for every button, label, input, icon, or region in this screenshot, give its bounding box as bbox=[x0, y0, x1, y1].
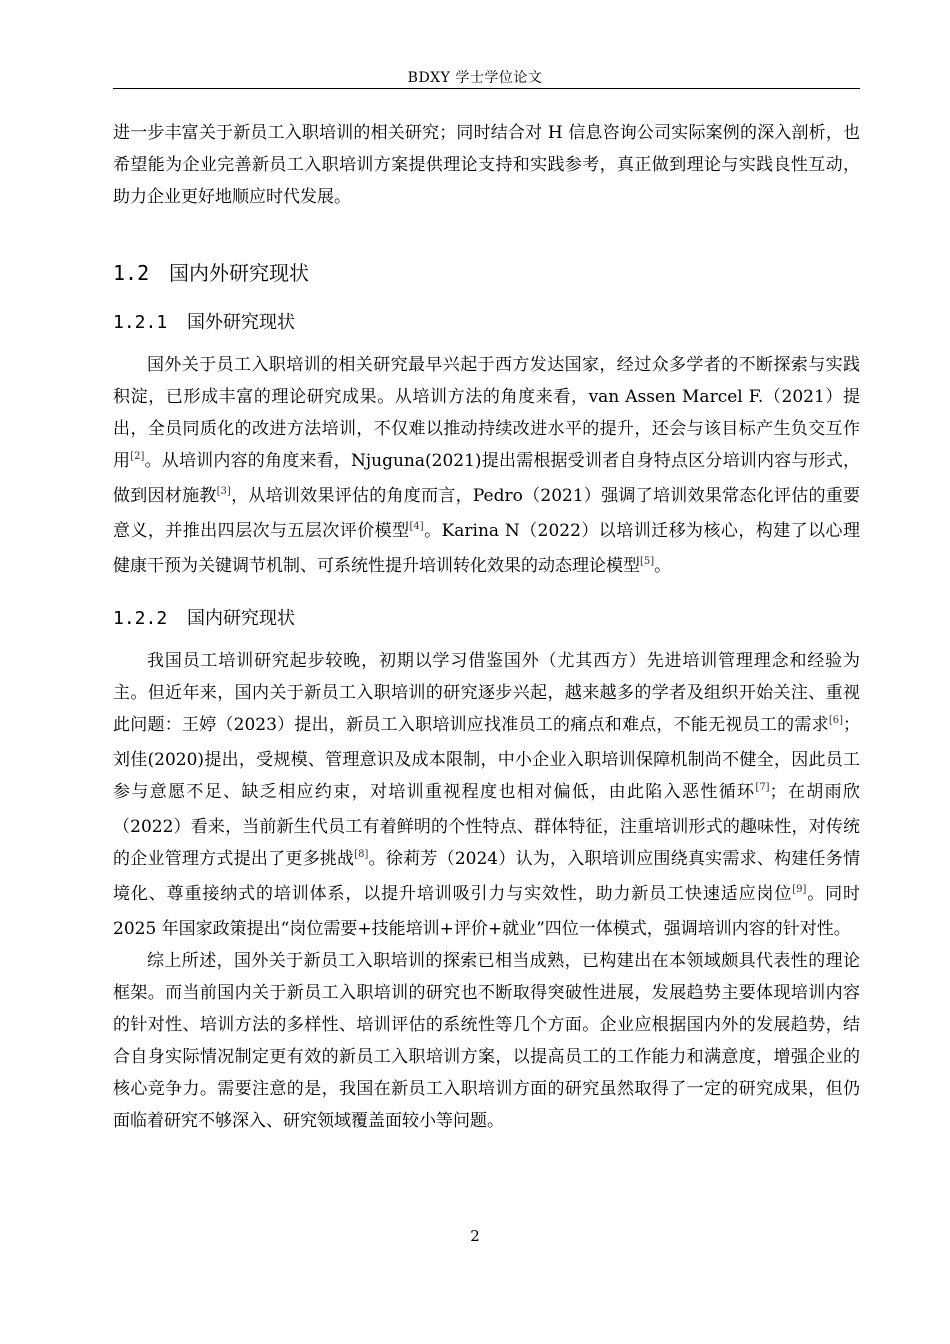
running-header: BDXY 学士学位论文 bbox=[407, 70, 543, 86]
citation: [5] bbox=[640, 556, 655, 567]
subsection-number: 1.2.2 bbox=[113, 608, 168, 629]
header-rule bbox=[113, 88, 860, 89]
domestic-research-paragraph bbox=[113, 645, 860, 945]
text-run: 。从培训内容的角度来看，Njuguna(2021)提出需根据受训者自身特点区分培训内容与形式，做到因材施教 bbox=[113, 451, 860, 506]
subsection-title: 国内研究现状 bbox=[187, 608, 295, 629]
text-run: 我国员工培训研究起步较晚，初期以学习借鉴国外（尤其西方）先进培训管理理念和经验为主。但近年来，国内关于新员工入职培训的研究逐步兴起，越来越多的学者及组织开始关注、重视此问题：王婷（2023）提出，新员工入职培训应找准员工的痛点和难点，不能无视员工的需求 bbox=[113, 651, 860, 735]
page-body bbox=[113, 117, 860, 1137]
text-run: 。徐莉芳（2024）认为，入职培训应围绕真实需求、构建任务情境化、尊重接纳式的培训体系，以提升培训吸引力与实效性，助力新员工快速适应岗位 bbox=[113, 849, 860, 904]
foreign-research-paragraph bbox=[113, 349, 860, 585]
text-run: 国外关于员工入职培训的相关研究最早兴起于西方发达国家，经过众多学者的不断探索与实践积淀，已形成丰富的理论研究成果。从培训方法的角度来看，van Assen Marcel F.（2021）提出，全员同质化的改进方法培训，不仅难以推动持续改进水平的提升，还会与该目标产生负交互作用 bbox=[113, 355, 860, 471]
section-number: 1.2 bbox=[113, 261, 150, 285]
subsection-heading-1-2-2 bbox=[113, 603, 860, 635]
citation: [9] bbox=[792, 884, 807, 895]
citation: [6] bbox=[828, 715, 843, 726]
subsection-number: 1.2.1 bbox=[113, 312, 168, 333]
text-run: 。 bbox=[654, 556, 672, 576]
citation: [7] bbox=[755, 782, 770, 793]
text-run: ，从培训效果评估的角度而言，Pedro（2021）强调了培训效果常态化评估的重要意义，并推出四层次与五层次评价模型 bbox=[113, 486, 861, 541]
text-run: ；在胡雨欣（2022）看来，当前新生代员工有着鲜明的个性特点、群体特征，注重培训形式的趣味性，对传统的企业管理方式提出了更多挑战 bbox=[113, 782, 861, 869]
page-number: 2 bbox=[470, 1227, 480, 1245]
summary-paragraph: 综上所述，国外关于新员工入职培训的探索已相当成熟，已构建出在本领域颇具代表性的理论框架。而当前国内关于新员工入职培训的研究也不断取得突破性进展，发展趋势主要体现培训内容的针对性、培训方法的多样性、培训评估的系统性等几个方面。企业应根据国内外的发展趋势，结合自身实际情况制定更有效的新员工入职培训方案，以提高员工的工作能力和满意度，增强企业的核心竞争力。需要注意的是，我国在新员工入职培训方面的研究虽然取得了一定的研究成果，但仍面临着研究不够深入、研究领域覆盖面较小等问题。 bbox=[113, 951, 860, 1131]
text-run: ；刘佳(2020)提出，受规模、管理意识及成本限制，中小企业入职培训保障机制尚不健全，因此员工参与意愿不足、缺乏相应约束，对培训重视程度也相对偏低，由此陷入恶性循环 bbox=[113, 715, 860, 802]
text-run: 。同时 2025 年国家政策提出“岗位需要+技能培训+评价+就业”四位一体模式，强调培训内容的针对性。 bbox=[113, 884, 861, 939]
citation: [4] bbox=[409, 521, 424, 532]
subsection-heading-1-2-1 bbox=[113, 307, 860, 339]
text-run: 。Karina N（2022）以培训迁移为核心，构建了以心理健康干预为关键调节机制、可系统性提升培训转化效果的动态理论模型 bbox=[113, 521, 860, 576]
section-title: 国内外研究现状 bbox=[169, 261, 309, 285]
citation: [8] bbox=[354, 849, 369, 860]
citation: [2] bbox=[130, 451, 145, 462]
section-heading-1-2 bbox=[113, 257, 860, 289]
citation: [3] bbox=[216, 486, 231, 497]
subsection-title: 国外研究现状 bbox=[187, 312, 295, 333]
intro-paragraph: 进一步丰富关于新员工入职培训的相关研究；同时结合对 H 信息咨询公司实际案例的深入剖析，也希望能为企业完善新员工入职培训方案提供理论支持和实践参考，真正做到理论与实践良性互动，助力企业更好地顺应时代发展。 bbox=[113, 123, 860, 207]
